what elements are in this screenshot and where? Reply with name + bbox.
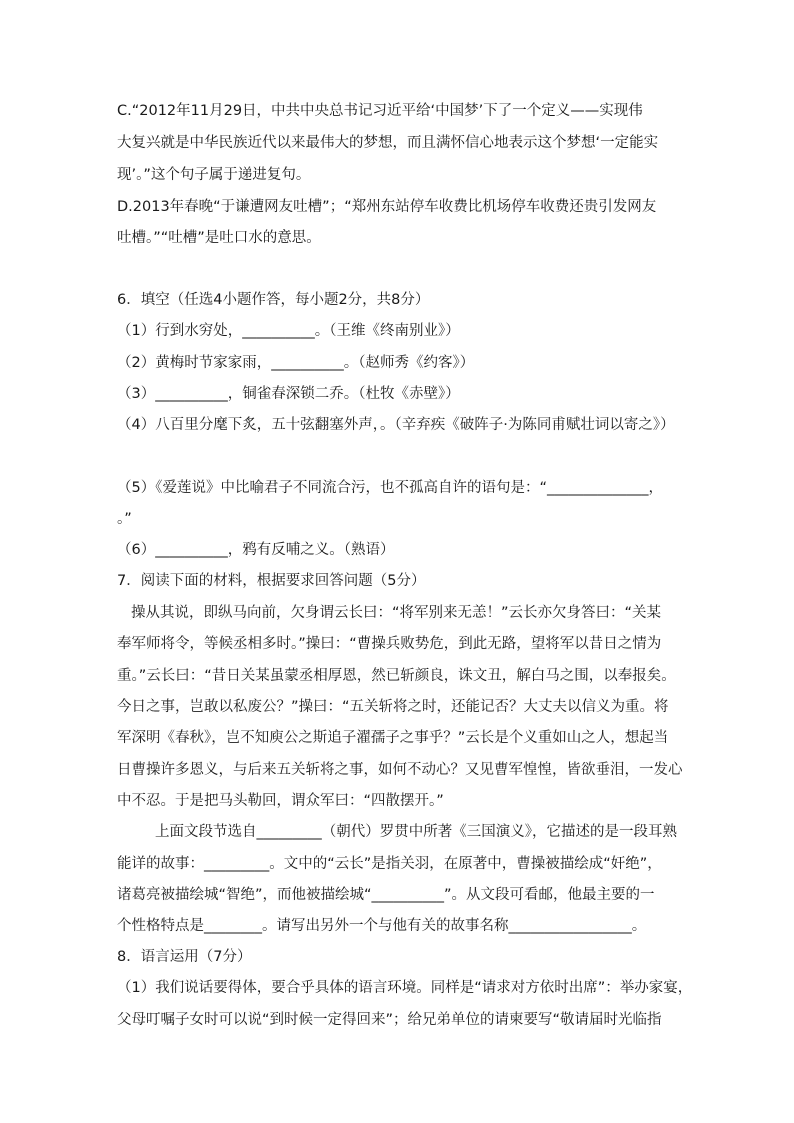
question-8-item-1-line-2: 父母叮嘱子女时可以说“到时候一定得回来”；给兄弟单位的请柬要写“敬请届时光临指 bbox=[117, 1012, 662, 1028]
question-6-item-3: （3）__________，铜雀春深锁二乔。（杜牧《赤壁》） bbox=[117, 386, 460, 402]
question-6-item-5-line-2: 。” bbox=[117, 511, 132, 527]
passage-line-2: 奉军师将令，等候丞相多时。”操曰：“曹操兵败势危，到此无路，望将军以昔日之情为 bbox=[117, 636, 662, 652]
question-6-item-1: （1）行到水穷处，__________。（王维《终南别业》） bbox=[117, 323, 460, 339]
option-d-line-1: D.2013年春晚“于谦遭网友吐槽”；“郑州东站停车收费比机场停车收费还贵引发网友 bbox=[117, 199, 657, 215]
passage-line-5: 军深明《春秋》，岂不知庾公之斯追子濯孺子之事乎？”云长是个义重如山之人，想起当 bbox=[117, 730, 669, 746]
question-6-item-2: （2）黄梅时节家家雨，__________。（赵师秀《约客》） bbox=[117, 355, 475, 371]
option-c-line-1: C.“2012年11月29日，中共中央总书记习近平给‘中国梦’下了一个定义——实现伟 bbox=[117, 103, 643, 119]
question-7-heading: 7．阅读下面的材料，根据要求回答问题（5分） bbox=[117, 573, 426, 589]
question-8-heading: 8．语言运用（7分） bbox=[117, 949, 252, 965]
option-d-line-2: 吐槽。”“吐槽”是吐口水的意思。 bbox=[117, 230, 321, 246]
passage-line-1: 操从其说，即纵马向前，欠身谓云长曰：“将军别来无恙！”云长亦欠身答曰：“关某 bbox=[131, 605, 662, 621]
question-8-item-1-line-1: （1）我们说话要得体，要合乎具体的语言环境。同样是“请求对方依时出席”：举办家宴， bbox=[117, 980, 693, 996]
passage-line-4: 今日之事，岂敢以私废公？”操曰：“五关斩将之时，还能记否？大丈夫以信义为重。将 bbox=[117, 699, 669, 715]
passage-line-3: 重。”云长曰：“昔日关某虽蒙丞相厚恩，然已斩颜良，诛文丑，解白马之围，以奉报矣。 bbox=[117, 668, 676, 684]
question-7-prompt-line-1: 上面文段节选自_________（朝代）罗贯中所著《三国演义》，它描述的是一段耳熟 bbox=[155, 824, 677, 840]
question-6-item-6: （6）__________，鸦有反哺之义。（熟语） bbox=[117, 542, 395, 558]
question-6-item-4: （4）八百里分麾下炙，五十弦翻塞外声，。（辛弃疾《破阵子·为陈同甫赋壮词以寄之》） bbox=[117, 417, 675, 433]
question-7-prompt-line-2: 能详的故事：_________。文中的“云长”是指关羽，在原著中，曹操被描绘成“奸绝”， bbox=[117, 856, 662, 872]
option-c-line-2: 大复兴就是中华民族近代以来最伟大的梦想，而且满怀信心地表示这个梦想‘一定能实 bbox=[117, 135, 659, 151]
passage-line-6: 日曹操许多恩义，与后来五关斩将之事，如何不动心？又见曹军惶惶，皆欲垂泪，一发心 bbox=[117, 762, 683, 778]
question-6-heading: 6．填空（任选4小题作答，每小题2分，共8分） bbox=[117, 292, 430, 308]
option-c-line-3: 现’。”这个句子属于递进复句。 bbox=[117, 167, 311, 183]
question-6-item-5-line-1: （5）《爱莲说》中比喻君子不同流合污，也不孤高自许的语句是：“______________， bbox=[117, 480, 663, 496]
passage-line-7: 中不忍。于是把马头勒回，谓众军曰：“四散摆开。” bbox=[117, 793, 444, 809]
question-7-prompt-line-3: 诸葛亮被描绘城“智绝”，而他被描绘城“__________”。从文段可看邮，他最主要的一 bbox=[117, 887, 655, 903]
question-7-prompt-line-4: 个性格特点是________。请写出另外一个与他有关的故事名称_________________。 bbox=[117, 918, 647, 934]
